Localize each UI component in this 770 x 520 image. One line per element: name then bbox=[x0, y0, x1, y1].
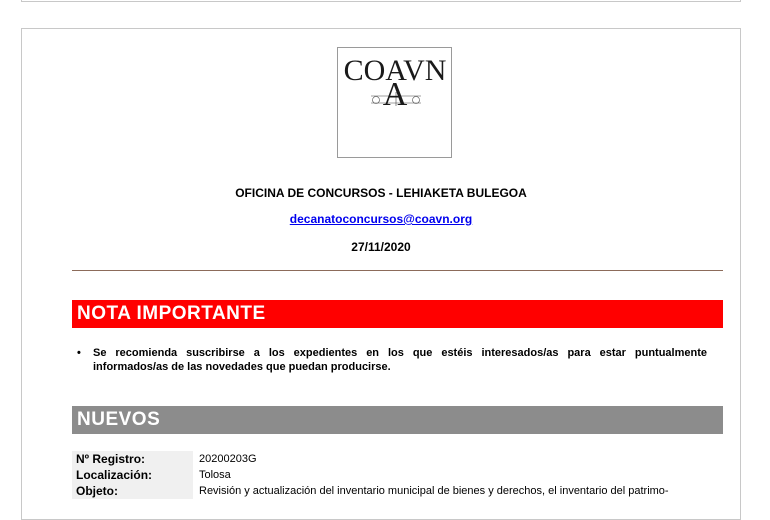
logo-wordmark: COAVN bbox=[343, 54, 447, 87]
record-label: Localización: bbox=[72, 467, 193, 483]
logo-monogram: A bbox=[382, 76, 408, 113]
coavn-logo bbox=[337, 47, 452, 158]
important-note-item bbox=[72, 346, 707, 374]
record-row-registro bbox=[72, 451, 723, 467]
record-row-localizacion bbox=[72, 467, 723, 483]
document-date: 27/11/2020 bbox=[351, 240, 411, 254]
record-label: Nº Registro: bbox=[72, 451, 193, 467]
new-section-heading: NUEVOS bbox=[72, 406, 723, 434]
record-label: Objeto: bbox=[72, 483, 193, 499]
previous-document-frame bbox=[21, 0, 741, 2]
coavn-logo-graphic bbox=[338, 48, 453, 159]
record-value: Revisión y actualización del inventario municipal de bienes y derechos, el inventario del patrimo- bbox=[199, 485, 669, 497]
contact-email-link[interactable]: decanatoconcursos@coavn.org bbox=[289, 212, 473, 226]
office-title: OFICINA DE CONCURSOS - LEHIAKETA BULEGOA bbox=[235, 186, 527, 200]
record-value: 20200203G bbox=[199, 453, 257, 465]
header-divider bbox=[72, 270, 723, 271]
record-value: Tolosa bbox=[199, 469, 231, 481]
bullet-marker: • bbox=[77, 347, 81, 359]
important-note-heading: NOTA IMPORTANTE bbox=[72, 300, 723, 328]
document-page bbox=[21, 28, 741, 520]
record-row-objeto bbox=[72, 483, 723, 499]
important-note-text: Se recomienda suscribirse a los expedientes en los que estéis interesados/as para estar puntualmente informados/as de las novedades que puedan producirse. bbox=[93, 347, 707, 373]
record-table bbox=[72, 451, 723, 499]
